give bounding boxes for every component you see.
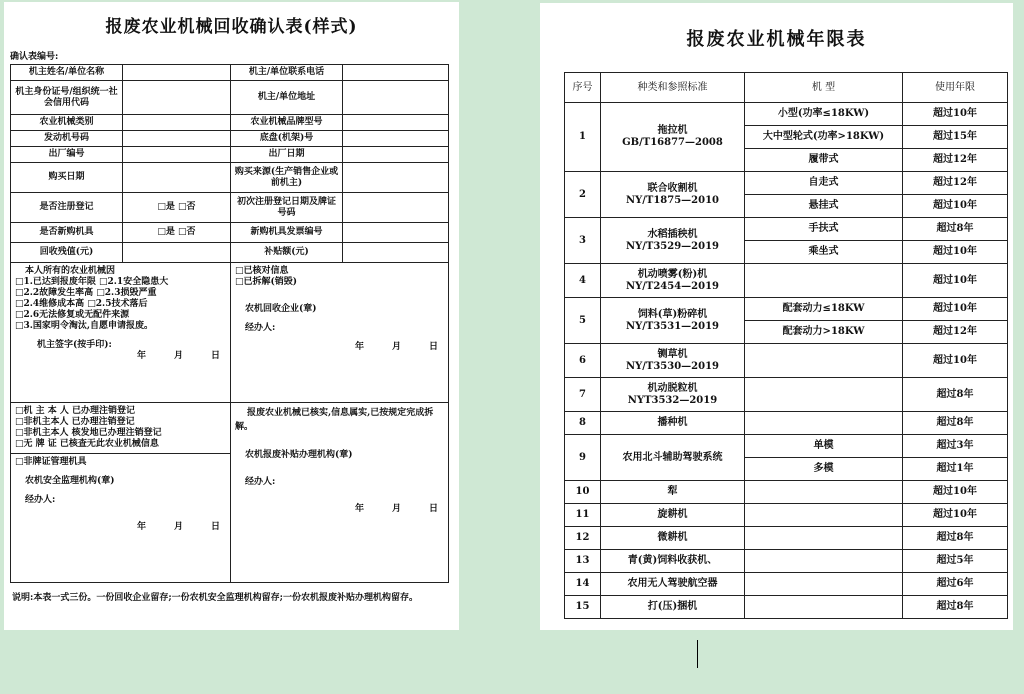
- recycling-company-stamp: 农机回收企业(章): [245, 304, 317, 314]
- row-no: 9: [565, 435, 601, 481]
- purchase-date-label: 购买日期: [11, 163, 123, 193]
- row-category: 农用无人驾驶航空器: [601, 573, 745, 596]
- subsidy-handler: 经办人:: [245, 477, 276, 487]
- row-no: 11: [565, 504, 601, 527]
- owner-phone-value: [343, 65, 449, 81]
- row-years: 超过10年: [903, 103, 1008, 126]
- date-line: 年 月 日: [354, 504, 438, 514]
- row-years: 超过12年: [903, 172, 1008, 195]
- engine-number-value: [123, 131, 231, 147]
- reason-heading: 本人所有的农业机械因: [25, 266, 116, 276]
- recycling-section: [231, 263, 449, 403]
- row-model: 乘坐式: [745, 241, 903, 264]
- row-category: 联合收割机 NY/T1875—2010: [601, 172, 745, 218]
- status-line[interactable]: □非机主本人 已办理注销登记: [15, 417, 135, 427]
- row-model: [745, 412, 903, 435]
- recycle-check[interactable]: □已拆解(销毁): [235, 277, 298, 287]
- registration-date-value: [343, 193, 449, 223]
- row-model: [745, 344, 903, 378]
- owner-signature-label: 机主签字(按手印):: [37, 340, 112, 350]
- row-no: 4: [565, 264, 601, 298]
- form-note: 说明:本表一式三份。一份回收企业留存;一份农机安全监理机构留存;一份农机报废补贴办理机构留存。: [12, 593, 418, 603]
- row-category: 播种机: [601, 412, 745, 435]
- header-category: 种类和参照标准: [601, 73, 745, 103]
- text-cursor: [697, 640, 698, 668]
- row-category: 拖拉机 GB/T16877—2008: [601, 103, 745, 172]
- row-years: 超过10年: [903, 481, 1008, 504]
- row-years: 超过12年: [903, 321, 1008, 344]
- scrap-age-table: [564, 72, 1008, 619]
- engine-number-label: 发动机号码: [11, 131, 123, 147]
- row-model: [745, 481, 903, 504]
- machine-category-label: 农业机械类别: [11, 115, 123, 131]
- subsidy-amount-value: [343, 243, 449, 263]
- row-category: 饲料(草)粉碎机 NY/T3531—2019: [601, 298, 745, 344]
- row-years: 超过8年: [903, 412, 1008, 435]
- row-no: 1: [565, 103, 601, 172]
- row-no: 2: [565, 172, 601, 218]
- row-no: 3: [565, 218, 601, 264]
- serial-number-label: 出厂编号: [11, 147, 123, 163]
- table-row: [565, 435, 1008, 458]
- row-model: [745, 596, 903, 619]
- row-model: 小型(功率≤18KW): [745, 103, 903, 126]
- row-no: 6: [565, 344, 601, 378]
- reason-line[interactable]: □2.4维修成本高 □2.5技术落后: [15, 299, 148, 309]
- table-row: [565, 344, 1008, 378]
- row-years: 超过8年: [903, 527, 1008, 550]
- machine-model-label: 农业机械品牌型号: [231, 115, 343, 131]
- table-row: [565, 573, 1008, 596]
- table-title: 报废农业机械年限表: [686, 29, 867, 50]
- purchase-date-value: [123, 163, 231, 193]
- row-years: 超过10年: [903, 344, 1008, 378]
- machine-category-value: [123, 115, 231, 131]
- machine-model-value: [343, 115, 449, 131]
- row-model: 单模: [745, 435, 903, 458]
- registered-checkboxes[interactable]: □是 □否: [123, 193, 231, 223]
- row-years: 超过10年: [903, 241, 1008, 264]
- table-row: [565, 264, 1008, 298]
- residual-value-label: 回收残值(元): [11, 243, 123, 263]
- row-model: 多模: [745, 458, 903, 481]
- reason-line[interactable]: □2.6无法修复或无配件来源: [15, 310, 130, 320]
- registered-label: 是否注册登记: [11, 193, 123, 223]
- row-years: 超过8年: [903, 596, 1008, 619]
- safety-handler: 经办人:: [25, 495, 56, 505]
- manufacture-date-label: 出厂日期: [231, 147, 343, 163]
- registration-status-section: [11, 403, 231, 583]
- row-model: 配套动力>18KW: [745, 321, 903, 344]
- subsidy-amount-label: 补贴额(元): [231, 243, 343, 263]
- row-model: [745, 504, 903, 527]
- row-years: 超过15年: [903, 126, 1008, 149]
- row-years: 超过6年: [903, 573, 1008, 596]
- row-model: 自走式: [745, 172, 903, 195]
- row-model: 手扶式: [745, 218, 903, 241]
- unplated-check[interactable]: □非牌证管理机具: [11, 453, 230, 468]
- row-no: 5: [565, 298, 601, 344]
- new-purchase-label: 是否新购机具: [11, 223, 123, 243]
- owner-name-label: 机主姓名/单位名称: [11, 65, 123, 81]
- row-category: 犁: [601, 481, 745, 504]
- row-category: 打(压)捆机: [601, 596, 745, 619]
- new-purchase-checkboxes[interactable]: □是 □否: [123, 223, 231, 243]
- purchase-source-label: 购买来源(生产销售企业或前机主): [231, 163, 343, 193]
- owner-address-value: [343, 81, 449, 115]
- registration-date-label: 初次注册登记日期及牌证号码: [231, 193, 343, 223]
- row-category: 微耕机: [601, 527, 745, 550]
- confirmation-number-label: 确认表编号:: [10, 52, 59, 62]
- row-category: 铡草机 NY/T3530—2019: [601, 344, 745, 378]
- owner-address-label: 机主/单位地址: [231, 81, 343, 115]
- row-model: 悬挂式: [745, 195, 903, 218]
- row-model: 大中型轮式(功率>18KW): [745, 126, 903, 149]
- invoice-number-label: 新购机具发票编号: [231, 223, 343, 243]
- chassis-number-value: [343, 131, 449, 147]
- row-category: 青(黄)饲料收获机、: [601, 550, 745, 573]
- table-row: [565, 481, 1008, 504]
- header-years: 使用年限: [903, 73, 1008, 103]
- subsidy-statement: 报废农业机械已核实,信息属实,已按规定完成拆解。: [235, 408, 434, 432]
- status-line[interactable]: □机 主 本 人 已办理注销登记: [15, 406, 136, 416]
- owner-name-value: [123, 65, 231, 81]
- row-years: 超过3年: [903, 435, 1008, 458]
- subsidy-agency-stamp: 农机报废补贴办理机构(章): [245, 450, 353, 460]
- table-row: [565, 504, 1008, 527]
- scrap-age-table-page: [540, 3, 1013, 630]
- row-no: 14: [565, 573, 601, 596]
- status-line[interactable]: □无 牌 证 已核查无此农业机械信息: [15, 439, 159, 449]
- row-model: 履带式: [745, 149, 903, 172]
- row-category: 旋耕机: [601, 504, 745, 527]
- recycling-confirmation-form: [4, 2, 459, 630]
- status-line[interactable]: □非机主本人 核发地已办理注销登记: [15, 428, 162, 438]
- row-years: 超过12年: [903, 149, 1008, 172]
- date-line: 年 月 日: [354, 342, 438, 352]
- table-row: [565, 103, 1008, 126]
- recycling-handler: 经办人:: [245, 323, 276, 333]
- row-years: 超过8年: [903, 218, 1008, 241]
- row-category: 水稻插秧机 NY/T3529—2019: [601, 218, 745, 264]
- owner-id-label: 机主身份证号/组织统一社会信用代码: [11, 81, 123, 115]
- table-row: [565, 596, 1008, 619]
- row-years: 超过10年: [903, 504, 1008, 527]
- row-model: [745, 378, 903, 412]
- row-years: 超过8年: [903, 378, 1008, 412]
- row-model: [745, 573, 903, 596]
- row-category: 机动喷雾(粉)机 NY/T2454—2019: [601, 264, 745, 298]
- row-years: 超过10年: [903, 195, 1008, 218]
- serial-number-value: [123, 147, 231, 163]
- row-years: 超过10年: [903, 264, 1008, 298]
- header-model: 机 型: [745, 73, 903, 103]
- row-years: 超过1年: [903, 458, 1008, 481]
- table-row: [565, 218, 1008, 241]
- row-no: 10: [565, 481, 601, 504]
- date-line: 年 月 日: [136, 522, 220, 532]
- row-no: 8: [565, 412, 601, 435]
- table-row: [565, 527, 1008, 550]
- row-no: 13: [565, 550, 601, 573]
- row-model: [745, 550, 903, 573]
- owner-id-value: [123, 81, 231, 115]
- row-years: 超过5年: [903, 550, 1008, 573]
- recycle-check[interactable]: □已核对信息: [235, 266, 289, 276]
- chassis-number-label: 底盘(机架)号: [231, 131, 343, 147]
- form-title: 报废农业机械回收确认表(样式): [105, 17, 358, 37]
- reason-line[interactable]: □3.国家明令淘汰,自愿申请报废。: [15, 321, 154, 331]
- row-category: 机动脱粒机 NYT3532—2019: [601, 378, 745, 412]
- residual-value-value: [123, 243, 231, 263]
- row-no: 7: [565, 378, 601, 412]
- row-no: 12: [565, 527, 601, 550]
- table-header-row: [565, 73, 1008, 103]
- table-row: [565, 378, 1008, 412]
- row-model: 配套动力≤18KW: [745, 298, 903, 321]
- row-model: [745, 527, 903, 550]
- manufacture-date-value: [343, 147, 449, 163]
- subsidy-section: [231, 403, 449, 583]
- table-row: [565, 172, 1008, 195]
- reason-line[interactable]: □2.2故障发生率高 □2.3损毁严重: [15, 288, 157, 298]
- header-no: 序号: [565, 73, 601, 103]
- table-row: [565, 412, 1008, 435]
- date-line: 年 月 日: [136, 351, 220, 361]
- reason-section: [11, 263, 231, 403]
- row-years: 超过10年: [903, 298, 1008, 321]
- purchase-source-value: [343, 163, 449, 193]
- table-row: [565, 298, 1008, 321]
- row-category: 农用北斗辅助驾驶系统: [601, 435, 745, 481]
- table-row: [565, 550, 1008, 573]
- reason-line[interactable]: □1.已达到报废年限 □2.1安全隐患大: [15, 277, 169, 287]
- form-table: [10, 64, 449, 583]
- row-model: [745, 264, 903, 298]
- safety-agency-stamp: 农机安全监理机构(章): [25, 476, 115, 486]
- owner-phone-label: 机主/单位联系电话: [231, 65, 343, 81]
- invoice-number-value: [343, 223, 449, 243]
- row-no: 15: [565, 596, 601, 619]
